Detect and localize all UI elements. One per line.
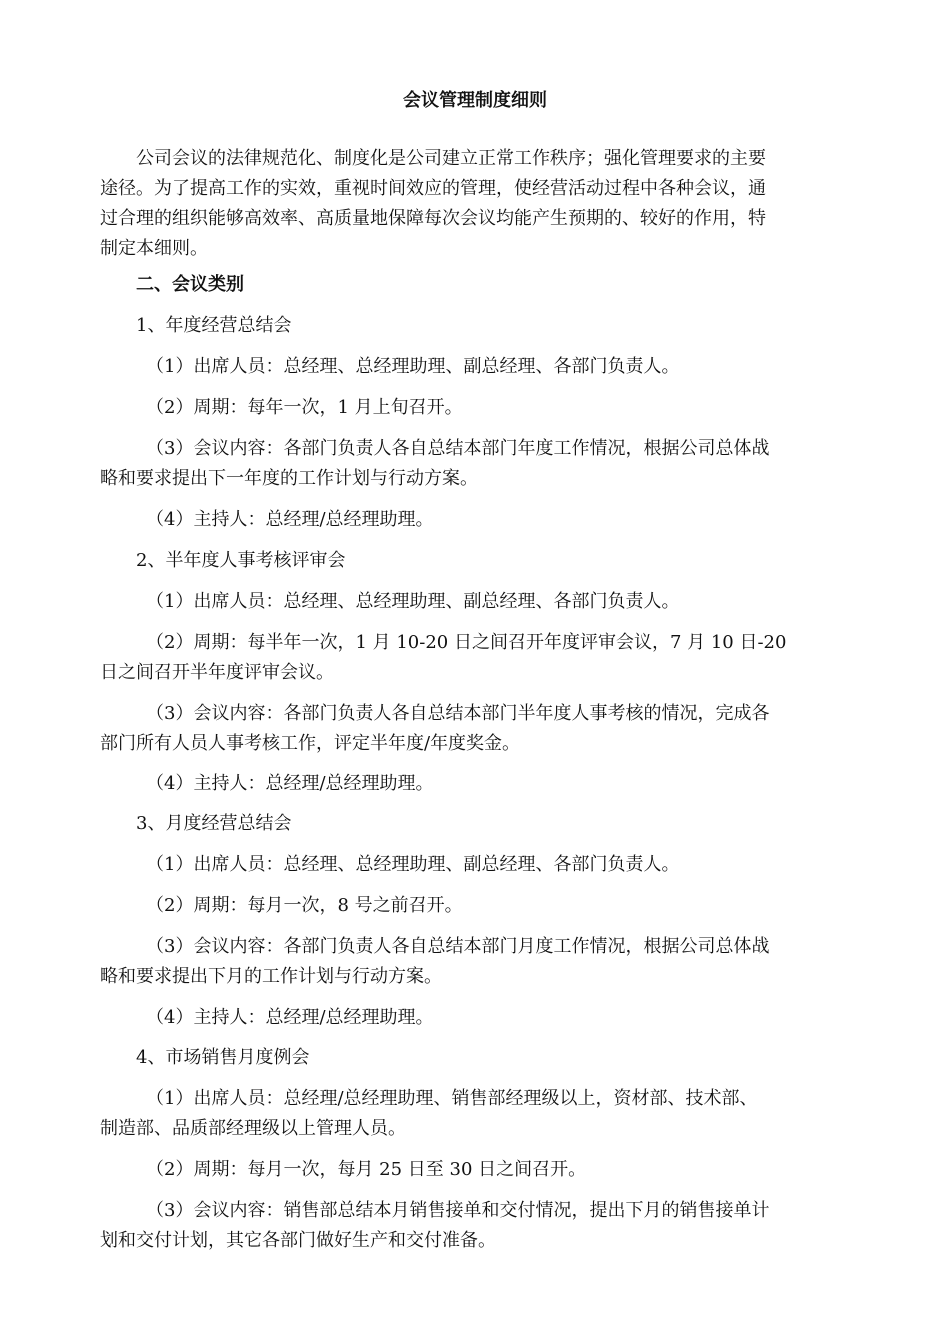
meeting-host — [100, 1003, 810, 1033]
host-line: （4）主持人：总经理/总经理助理。 — [146, 1007, 434, 1028]
meeting-attendees — [100, 850, 810, 880]
meeting-attendees — [100, 1084, 810, 1144]
meeting-name — [100, 311, 810, 341]
meeting-name-text: 3、月度经营总结会 — [136, 813, 292, 834]
meeting-name-text: 1、年度经营总结会 — [136, 315, 292, 336]
intro-line: 过合理的组织能够高效率、高质量地保障每次会议均能产生预期的、较好的作用，特 — [100, 208, 766, 229]
document-title: 会议管理制度细则 — [403, 90, 547, 111]
attendees-line: （1）出席人员：总经理/总经理助理、销售部经理级以上，资材部、技术部、 — [146, 1088, 758, 1109]
period-line: （2）周期：每月一次，8 号之前召开。 — [146, 895, 463, 916]
period-line: （2）周期：每半年一次，1 月 10-20 日之间召开年度评审会议，7 月 10 日-20 — [146, 632, 787, 653]
content-line: 部门所有人员人事考核工作，评定半年度/年度奖金。 — [100, 733, 521, 754]
meeting-content — [100, 699, 810, 759]
meeting-attendees — [100, 587, 810, 617]
meeting-content — [100, 434, 810, 494]
content-line: 略和要求提出下月的工作计划与行动方案。 — [100, 966, 442, 987]
period-line: （2）周期：每年一次，1 月上旬召开。 — [146, 397, 463, 418]
attendees-line: （1）出席人员：总经理、总经理助理、副总经理、各部门负责人。 — [146, 591, 680, 612]
meeting-attendees — [100, 352, 810, 382]
attendees-line: （1）出席人员：总经理、总经理助理、副总经理、各部门负责人。 — [146, 854, 680, 875]
meeting-period — [100, 628, 810, 688]
intro-line: 公司会议的法律规范化、制度化是公司建立正常工作秩序；强化管理要求的主要 — [136, 148, 766, 169]
meeting-period — [100, 891, 810, 921]
meeting-host — [100, 769, 810, 799]
section-heading-text: 二、会议类别 — [136, 274, 244, 295]
period-line: 日之间召开半年度评审会议。 — [100, 662, 334, 683]
meeting-period — [100, 1155, 810, 1185]
content-line: （3）会议内容：各部门负责人各自总结本部门半年度人事考核的情况，完成各 — [146, 703, 770, 724]
section-heading — [100, 270, 810, 300]
host-line: （4）主持人：总经理/总经理助理。 — [146, 773, 434, 794]
meeting-period — [100, 393, 810, 423]
content-line: （3）会议内容：各部门负责人各自总结本部门年度工作情况，根据公司总体战 — [146, 438, 770, 459]
host-line: （4）主持人：总经理/总经理助理。 — [146, 509, 434, 530]
meeting-name — [100, 809, 810, 839]
intro-paragraph — [100, 144, 810, 264]
meeting-name-text: 4、市场销售月度例会 — [136, 1047, 310, 1068]
attendees-line: 制造部、品质部经理级以上管理人员。 — [100, 1118, 406, 1139]
meeting-host — [100, 505, 810, 535]
content-line: （3）会议内容：销售部总结本月销售接单和交付情况，提出下月的销售接单计 — [146, 1200, 770, 1221]
meeting-name — [100, 546, 810, 576]
attendees-line: （1）出席人员：总经理、总经理助理、副总经理、各部门负责人。 — [146, 356, 680, 377]
intro-line: 途径。为了提高工作的实效，重视时间效应的管理，使经营活动过程中各种会议，通 — [100, 178, 766, 199]
meeting-name-text: 2、半年度人事考核评审会 — [136, 550, 346, 571]
meeting-content — [100, 932, 810, 992]
intro-line: 制定本细则。 — [100, 238, 208, 259]
meeting-name — [100, 1043, 810, 1073]
content-line: （3）会议内容：各部门负责人各自总结本部门月度工作情况，根据公司总体战 — [146, 936, 770, 957]
content-line: 划和交付计划，其它各部门做好生产和交付准备。 — [100, 1230, 496, 1251]
period-line: （2）周期：每月一次，每月 25 日至 30 日之间召开。 — [146, 1159, 587, 1180]
content-line: 略和要求提出下一年度的工作计划与行动方案。 — [100, 468, 478, 489]
meeting-content — [100, 1196, 810, 1256]
